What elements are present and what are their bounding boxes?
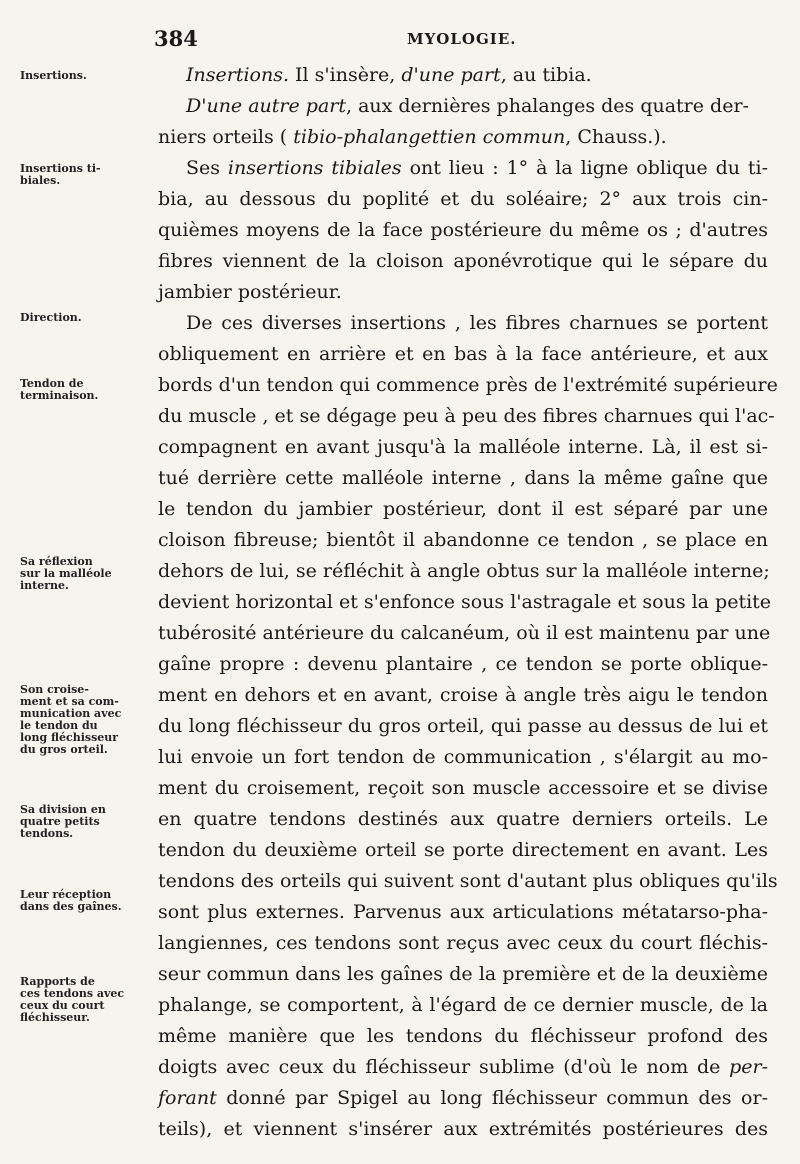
text-line [158, 990, 768, 1021]
margin-note-line: Direction. [20, 311, 82, 324]
text-segment: tibio-phalangettien commun [293, 126, 566, 148]
text-line [158, 494, 768, 525]
text-segment: obliquement en arrière et en bas à la face antérieure, et aux [158, 343, 768, 365]
text-line [158, 60, 768, 91]
text-segment: Ses [186, 157, 228, 179]
text-segment: seur commun dans les gaînes de la première et de la deuxième [158, 963, 768, 985]
margin-note-line: Leur réception [20, 888, 112, 901]
text-line [158, 370, 778, 401]
text-segment: doigts avec ceux du fléchisseur sublime (d'où le nom de [158, 1056, 730, 1078]
margin-note [20, 556, 156, 592]
text-segment: gaîne propre : devenu plantaire , ce tendon se porte oblique- [158, 653, 768, 675]
text-segment: bords d'un tendon qui commence près de l'extrémité supérieure [158, 374, 778, 396]
text-segment: D'une autre part [186, 95, 346, 117]
margin-note-line: Insertions ti- [20, 162, 101, 175]
text-segment: ment en dehors et en avant, croise à angle très aigu le tendon [158, 684, 768, 706]
text-line [158, 897, 768, 928]
text-segment: Insertions. [186, 64, 289, 86]
margin-note [20, 70, 156, 82]
margin-note-line: Tendon de [20, 377, 84, 390]
text-line [158, 339, 768, 370]
margin-note-line: long fléchisseur [20, 731, 119, 744]
text-segment: d'une part [401, 64, 501, 86]
text-segment: tendon du deuxième orteil se porte directement en avant. Les [158, 839, 768, 861]
margin-note [20, 804, 156, 840]
text-segment: tubérosité antérieure du calcanéum, où il est maintenu par une [158, 622, 771, 644]
text-segment: fibres viennent de la cloison aponévrotique qui le sépare du [158, 250, 768, 272]
page-header [150, 26, 760, 54]
margin-note-line: tendons. [20, 827, 74, 840]
text-line [158, 711, 768, 742]
margin-note [20, 889, 156, 913]
text-line [158, 122, 768, 153]
margin-note-line: ment et sa com- [20, 695, 119, 708]
text-segment: bia, au dessous du poplité et du soléaire; 2° aux trois cin- [158, 188, 768, 210]
text-segment: , au tibia. [500, 64, 592, 86]
text-line [158, 215, 768, 246]
margin-note-line: Insertions. [20, 69, 87, 82]
text-line [158, 680, 768, 711]
text-segment: tué derrière cette malléole interne , dans la même gaîne que [158, 467, 768, 489]
margin-note-line: fléchisseur. [20, 1011, 90, 1024]
text-line [158, 463, 768, 494]
text-segment: lui envoie un fort tendon de communication , s'élargit au mo- [158, 746, 768, 768]
text-segment: du muscle , et se dégage peu à peu des fibres charnues qui l'ac- [158, 405, 775, 427]
text-line [158, 1052, 768, 1083]
text-segment: donné par Spigel au long fléchisseur commun des or- [216, 1087, 768, 1109]
text-segment: tendons des orteils qui suivent sont d'autant plus obliques qu'ils [158, 870, 778, 892]
text-line [158, 1021, 768, 1052]
margin-note-line: Rapports de [20, 975, 95, 988]
margin-note-line: interne. [20, 579, 69, 592]
margin-note-line: dans des gaînes. [20, 900, 122, 913]
text-line [158, 308, 768, 339]
text-segment: cloison fibreuse; bientôt il abandonne ce tendon , se place en [158, 529, 768, 551]
text-segment: en quatre tendons destinés aux quatre derniers orteils. Le [158, 808, 768, 830]
text-segment: jambier postérieur. [158, 281, 342, 303]
text-line [158, 525, 768, 556]
text-line [158, 587, 772, 618]
margin-note-line: ces tendons avec [20, 987, 125, 1000]
margin-note [20, 163, 156, 187]
text-line [158, 153, 768, 184]
text-segment: , aux dernières phalanges des quatre der- [346, 95, 749, 117]
text-line [158, 401, 775, 432]
margin-note [20, 976, 156, 1024]
margin-note-line: Son croise- [20, 683, 89, 696]
margin-note-line: du gros orteil. [20, 743, 108, 756]
margin-note-line: terminaison. [20, 389, 99, 402]
text-line [158, 773, 768, 804]
text-line [158, 928, 768, 959]
text-segment: phalange, se comportent, à l'égard de ce dernier muscle, de la [158, 994, 768, 1016]
text-line [158, 649, 768, 680]
margin-note-line: quatre petits [20, 815, 100, 828]
text-line [158, 835, 768, 866]
text-line [158, 184, 768, 215]
text-segment: langiennes, ces tendons sont reçus avec ceux du court fléchis- [158, 932, 768, 954]
text-line [158, 1083, 768, 1114]
text-segment: devient horizontal et s'enfonce sous l'astragale et sous la petite [158, 591, 772, 613]
margin-note-line: ceux du court [20, 999, 105, 1012]
page-number: 384 [154, 26, 198, 51]
text-segment: du long fléchisseur du gros orteil, qui passe au dessus de lui et [158, 715, 768, 737]
running-head: MYOLOGIE. [407, 30, 517, 48]
text-segment: niers orteils ( [158, 126, 294, 148]
text-segment: sont plus externes. Parvenus aux articulations métatarso-pha- [158, 901, 768, 923]
margin-note-line: sur la malléole [20, 567, 112, 580]
margin-note [20, 684, 156, 756]
text-segment: teils), et viennent s'insérer aux extrémités postérieures des [158, 1118, 768, 1140]
text-segment: ment du croisement, reçoit son muscle accessoire et se divise [158, 777, 768, 799]
margin-note [20, 378, 156, 402]
text-line [158, 91, 768, 122]
text-segment: , Chauss.). [565, 126, 667, 148]
text-line [158, 556, 768, 587]
margin-note-line: biales. [20, 174, 61, 187]
text-segment: De ces diverses insertions , les fibres charnues se portent [186, 312, 768, 334]
text-segment: Il s'insère, [289, 64, 402, 86]
margin-note [20, 312, 156, 324]
text-line [158, 277, 768, 308]
text-line [158, 246, 768, 277]
text-line [158, 866, 778, 897]
text-line [158, 959, 768, 990]
text-segment: dehors de lui, se réfléchit à angle obtus sur la malléole interne; [158, 560, 770, 582]
text-line [158, 1114, 768, 1145]
text-segment: ont lieu : 1° à la ligne oblique du ti- [401, 157, 768, 179]
margin-note-line: Sa division en [20, 803, 106, 816]
text-segment: même manière que les tendons du fléchisseur profond des [158, 1025, 768, 1047]
text-line [158, 804, 768, 835]
text-segment: insertions tibiales [227, 157, 402, 179]
text-segment: compagnent en avant jusqu'à la malléole interne. Là, il est si- [158, 436, 768, 458]
text-line [158, 618, 771, 649]
text-segment: le tendon du jambier postérieur, dont il est séparé par une [158, 498, 768, 520]
margin-note-line: Sa réflexion [20, 555, 93, 568]
margin-note-line: munication avec [20, 707, 122, 720]
body-text [158, 60, 778, 1145]
text-segment: quièmes moyens de la face postérieure du même os ; d'autres [158, 219, 768, 241]
text-segment: forant [158, 1087, 217, 1109]
text-segment: per- [729, 1056, 768, 1078]
margin-note-line: le tendon du [20, 719, 98, 732]
text-line [158, 432, 768, 463]
text-line [158, 742, 768, 773]
